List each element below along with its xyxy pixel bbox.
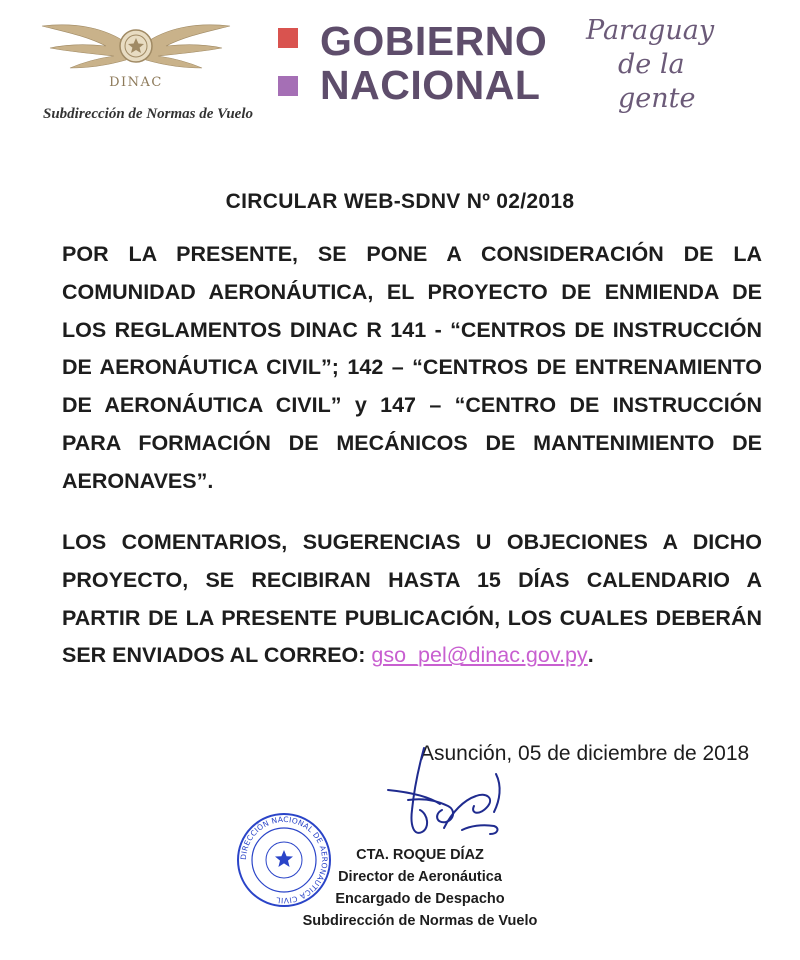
signer-title-1: Director de Aeronáutica: [338, 869, 502, 885]
dinac-logo-text: DINAC: [109, 75, 163, 90]
signature-block: [290, 844, 550, 932]
nacional-text: NACIONAL: [320, 62, 541, 108]
signer-name: CTA. ROQUE DÍAZ: [356, 847, 484, 863]
paraguay-text: Paraguay: [586, 15, 715, 46]
dinac-logo: [36, 14, 236, 92]
gobierno-text: GOBIERNO: [320, 18, 548, 64]
date-line: Asunción, 05 de diciembre de 2018: [420, 742, 750, 765]
de-la-gente-text: de la gente: [618, 49, 696, 114]
circular-title: CIRCULAR WEB-SDNV Nº 02/2018: [225, 190, 575, 213]
red-square-icon: [278, 28, 298, 48]
signer-title-3: Subdirección de Normas de Vuelo: [302, 913, 538, 929]
paragraph-proyecto-enmienda: POR LA PRESENTE, SE PONE A CONSIDERACIÓN DE LA COMUNIDAD AERONÁUTICA, EL PROYECTO DE ENMIENDA DE LOS REGLAMENTOS DINAC R 141 - “CENTROS DE INSTRUCCIÓN DE AERONÁUTICA CIVIL”; 142 – “CENTROS DE ENTRENAMIENTO DE AERONÁUTICA CIVIL” y 147 – “CENTRO DE INSTRUCCIÓN PARA FORMACIÓN DE MECÁNICOS DE MANTENIMIENTO DE AERONAVES”.: [62, 242, 762, 493]
paragraph-comentarios-text: LOS COMENTARIOS, SUGERENCIAS U OBJECIONES A DICHO PROYECTO, SE RECIBIRAN HASTA 15 DÍAS CALENDARIO A PARTIR DE LA PRESENTE PUBLICACIÓN, LOS CUALES DEBERÁN SER ENVIADOS AL CORREO:: [62, 530, 762, 668]
email-link[interactable]: gso_pel@dinac.gov.py: [371, 643, 588, 668]
paraguay-de-la-gente-logo: [586, 14, 766, 116]
signer-title-2: Encargado de Despacho: [335, 891, 505, 907]
dinac-subtitle: Subdirección de Normas de Vuelo: [42, 106, 253, 122]
seal-text: DIRECCIÓN NACIONAL DE AERONÁUTICA CIVIL: [238, 814, 330, 906]
purple-square-icon: [278, 76, 298, 96]
paragraph-comentarios: [62, 524, 762, 675]
email-suffix: .: [587, 643, 594, 668]
signature: [378, 740, 518, 860]
